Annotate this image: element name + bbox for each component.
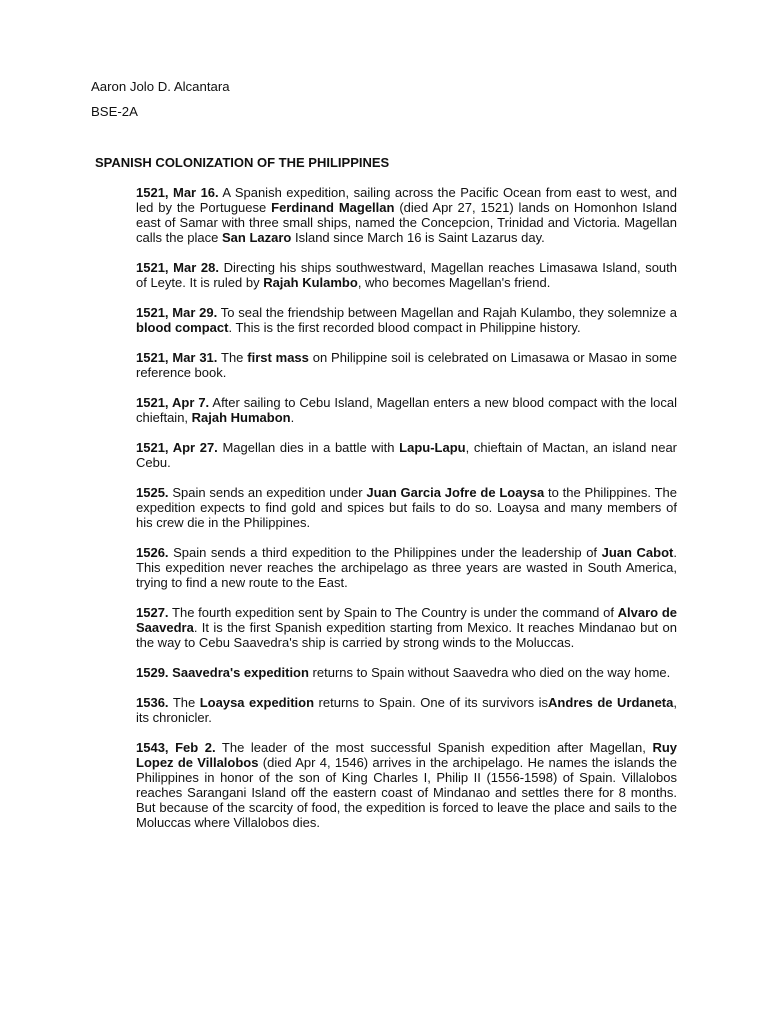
timeline-entry bbox=[136, 605, 677, 650]
body-text: Spain sends an expedition under bbox=[168, 485, 367, 500]
body-text: . This expedition never reaches the archipelago as three years are wasted in South America, trying to find a new route to the East. bbox=[136, 545, 677, 590]
bold-text: first mass bbox=[247, 350, 309, 365]
timeline-entry bbox=[136, 695, 677, 725]
timeline-entry bbox=[136, 260, 677, 290]
body-text: Magellan dies in a battle with bbox=[217, 440, 400, 455]
bold-text: 1521, Apr 7. bbox=[136, 395, 210, 410]
body-text: . bbox=[290, 410, 295, 425]
bold-text: Loaysa expedition bbox=[199, 695, 315, 710]
timeline-entry bbox=[136, 665, 677, 680]
body-text: To seal the friendship between Magellan and Rajah Kulambo, they solemnize a bbox=[217, 305, 677, 320]
body-text: Spain sends a third expedition to the Philippines under the leadership of bbox=[168, 545, 602, 560]
timeline-entry bbox=[136, 185, 677, 245]
timeline-entry bbox=[136, 305, 677, 335]
bold-text: San Lazaro bbox=[222, 230, 292, 245]
author-name: Aaron Jolo D. Alcantara bbox=[91, 79, 230, 94]
bold-text: Lapu-Lapu bbox=[399, 440, 466, 455]
bold-text: Rajah Humabon bbox=[191, 410, 291, 425]
bold-text: 1526. bbox=[136, 545, 169, 560]
bold-text: Juan Garcia Jofre de Loaysa bbox=[366, 485, 545, 500]
bold-text: 1521, Mar 31. bbox=[136, 350, 218, 365]
bold-text: Rajah Kulambo bbox=[263, 275, 358, 290]
body-text: returns to Spain. One of its survivors is bbox=[314, 695, 549, 710]
body-text: , who becomes Magellan's friend. bbox=[357, 275, 551, 290]
timeline-entry bbox=[136, 395, 677, 425]
bold-text: Saavedra's expedition bbox=[172, 665, 309, 680]
bold-text: 1521, Mar 16. bbox=[136, 185, 219, 200]
timeline-entry bbox=[136, 545, 677, 590]
bold-text: Juan Cabot bbox=[601, 545, 674, 560]
body-text: A Spanish expedition, sailing across the Pacific Ocean from east to west, and led by the Portuguese bbox=[136, 185, 677, 215]
document-title: SPANISH COLONIZATION OF THE PHILIPPINES bbox=[95, 155, 390, 170]
body-text: Island since March 16 is Saint Lazarus day. bbox=[291, 230, 545, 245]
body-text: After sailing to Cebu Island, Magellan enters a new blood compact with the local chieftain, bbox=[136, 395, 677, 425]
bold-text: 1536. bbox=[136, 695, 169, 710]
section-label: BSE-2A bbox=[91, 104, 138, 119]
bold-text: 1529. bbox=[136, 665, 169, 680]
bold-text: Ruy Lopez de Villalobos bbox=[136, 740, 677, 770]
timeline-entry bbox=[136, 740, 677, 830]
body-text: , chieftain of Mactan, an island near Cebu. bbox=[136, 440, 678, 470]
body-text: . This is the first recorded blood compact in Philippine history. bbox=[228, 320, 581, 335]
timeline-entry bbox=[136, 350, 677, 380]
body-text: (died Apr 4, 1546) arrives in the archipelago. He names the islands the Philippines in honor of the son of King Charles I, Philip II (1556-1598) of Spain. Villalobos reaches Sarangani Island off the eastern coast of Mindanao and settles there for 8 months. But because of the scarcity of food, the expedition is forced to leave the place and sails to the Moluccas where Villalobos dies. bbox=[136, 755, 677, 830]
body-text: The bbox=[168, 695, 200, 710]
body-text: returns to Spain without Saavedra who died on the way home. bbox=[308, 665, 671, 680]
bold-text: blood compact bbox=[136, 320, 229, 335]
timeline-entry bbox=[136, 485, 677, 530]
bold-text: 1525. bbox=[136, 485, 169, 500]
body-text: The bbox=[217, 350, 248, 365]
bold-text: Ferdinand Magellan bbox=[271, 200, 395, 215]
body-text: , its chronicler. bbox=[136, 695, 677, 725]
bold-text: 1543, Feb 2. bbox=[136, 740, 216, 755]
bold-text: 1527. bbox=[136, 605, 169, 620]
body-text: on Philippine soil is celebrated on Limasawa or Masao in some reference book. bbox=[136, 350, 678, 380]
timeline-entry bbox=[136, 440, 677, 470]
bold-text: 1521, Apr 27. bbox=[136, 440, 218, 455]
bold-text: Andres de Urdaneta bbox=[548, 695, 674, 710]
body-text: Directing his ships southwestward, Magellan reaches Limasawa Island, south of Leyte. It is ruled by bbox=[136, 260, 677, 290]
body-text: . It is the first Spanish expedition starting from Mexico. It reaches Mindanao but on the way to Cebu Saavedra's ship is carried by strong winds to the Moluccas. bbox=[136, 620, 677, 650]
body-text: (died Apr 27, 1521) lands on Homonhon Island east of Samar with three small ships, named the Concepcion, Trinidad and Victoria. Magellan calls the place bbox=[136, 200, 677, 245]
bold-text: Alvaro de Saavedra bbox=[136, 605, 678, 635]
body-text: The leader of the most successful Spanish expedition after Magellan, bbox=[215, 740, 653, 755]
bold-text: 1521, Mar 29. bbox=[136, 305, 218, 320]
body-text: to the Philippines. The expedition expects to find gold and spices but fails to do so. Loaysa and many members of his crew die in the Philippines. bbox=[136, 485, 677, 530]
timeline-entries bbox=[136, 185, 677, 845]
bold-text: 1521, Mar 28. bbox=[136, 260, 220, 275]
body-text: The fourth expedition sent by Spain to The Country is under the command of bbox=[168, 605, 618, 620]
